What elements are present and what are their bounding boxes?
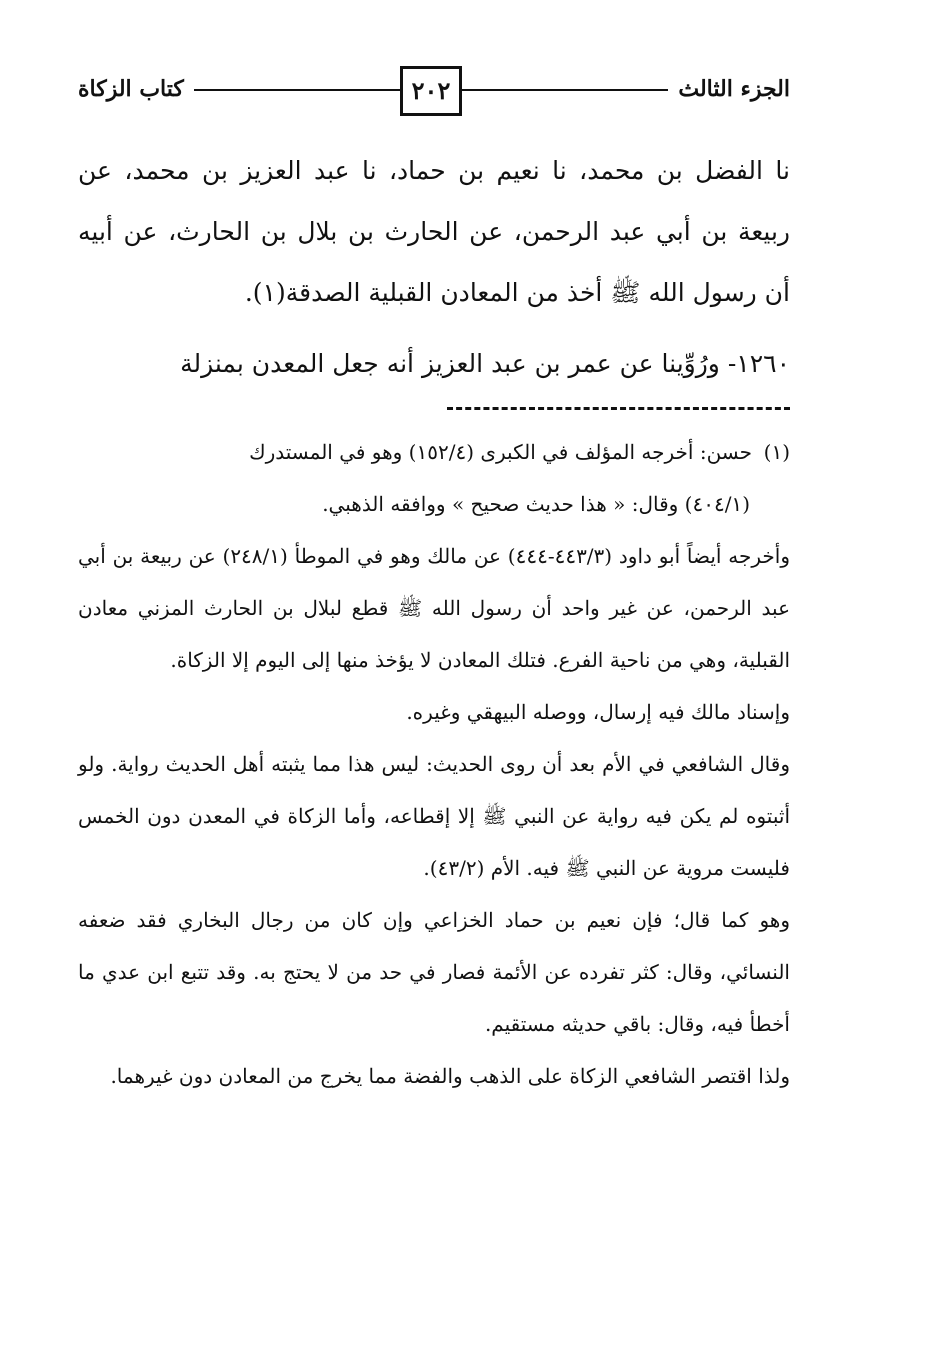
volume-title: الجزء الثالث bbox=[668, 72, 790, 106]
footnote-separator bbox=[447, 407, 790, 410]
running-header bbox=[78, 62, 790, 118]
chapter-title: كتاب الزكاة bbox=[78, 72, 194, 106]
footnote-marker: (١) bbox=[763, 440, 790, 464]
hadith-paragraph: نا الفضل بن محمد، نا نعيم بن حماد، نا عبد العزيز بن محمد، عن ربيعة بن أبي عبد الرحمن، عن الحارث بن بلال بن الحارث، عن أبيه أن رسول الله ﷺ أخذ من المعادن القبلية الصدقة(١). bbox=[78, 156, 790, 307]
footnote-conclusion: ولذا اقتصر الشافعي الزكاة على الذهب والفضة مما يخرج من المعادن دون غيرهما. bbox=[110, 1064, 790, 1088]
footnote-1-line-1 bbox=[78, 426, 790, 478]
footnote-abu-dawud: وأخرجه أيضاً أبو داود (٤٤٣/٣-٤٤٤) عن مالك وهو في الموطأ (٢٤٨/١) عن ربيعة بن أبي عبد الرحمن، عن غير واحد أن رسول الله ﷺ قطع لبلال بن الحارث المزني معادن القبلية، وهي من ناحية الفرع. فتلك المعادن لا يؤخذ منها إلى اليوم إلا الزكاة. bbox=[78, 544, 790, 672]
page-number: ٢٠٢ bbox=[400, 66, 462, 116]
hadith-1260-paragraph: ١٢٦٠- ورُوِّينا عن عمر بن عبد العزيز أنه جعل المعدن بمنزلة bbox=[180, 349, 790, 378]
footnote-1-text: حسن: أخرجه المؤلف في الكبرى (١٥٢/٤) وهو في المستدرك bbox=[249, 440, 752, 464]
footnote-shafii-quote: وقال الشافعي في الأم بعد أن روى الحديث: ليس هذا مما يثبته أهل الحديث رواية. ولو أثبتوه لم يكن فيه رواية عن النبي ﷺ إلا إقطاعه، وأما الزكاة في المعدن دون الخمس فليست مروية عن النبي ﷺ فيه. الأم (٤٣/٢). bbox=[78, 752, 790, 880]
footnote-nuaym-assessment: وهو كما قال؛ فإن نعيم بن حماد الخزاعي وإن كان من رجال البخاري فقد ضعفه النسائي، وقال: كثر تفرده عن الأئمة فصار في حد من لا يحتج به. وقد تتبع ابن عدي ما أخطأ فيه، وقال: باقي حديثه مستقيم. bbox=[78, 908, 790, 1036]
footnote-malik-isnad: وإسناد مالك فيه إرسال، ووصله البيهقي وغيره. bbox=[406, 700, 790, 724]
main-text bbox=[78, 140, 790, 394]
footnote-1-line-2: (٤٠٤/١) وقال: « هذا حديث صحيح » ووافقه الذهبي. bbox=[322, 492, 750, 516]
footnotes bbox=[78, 426, 790, 1102]
